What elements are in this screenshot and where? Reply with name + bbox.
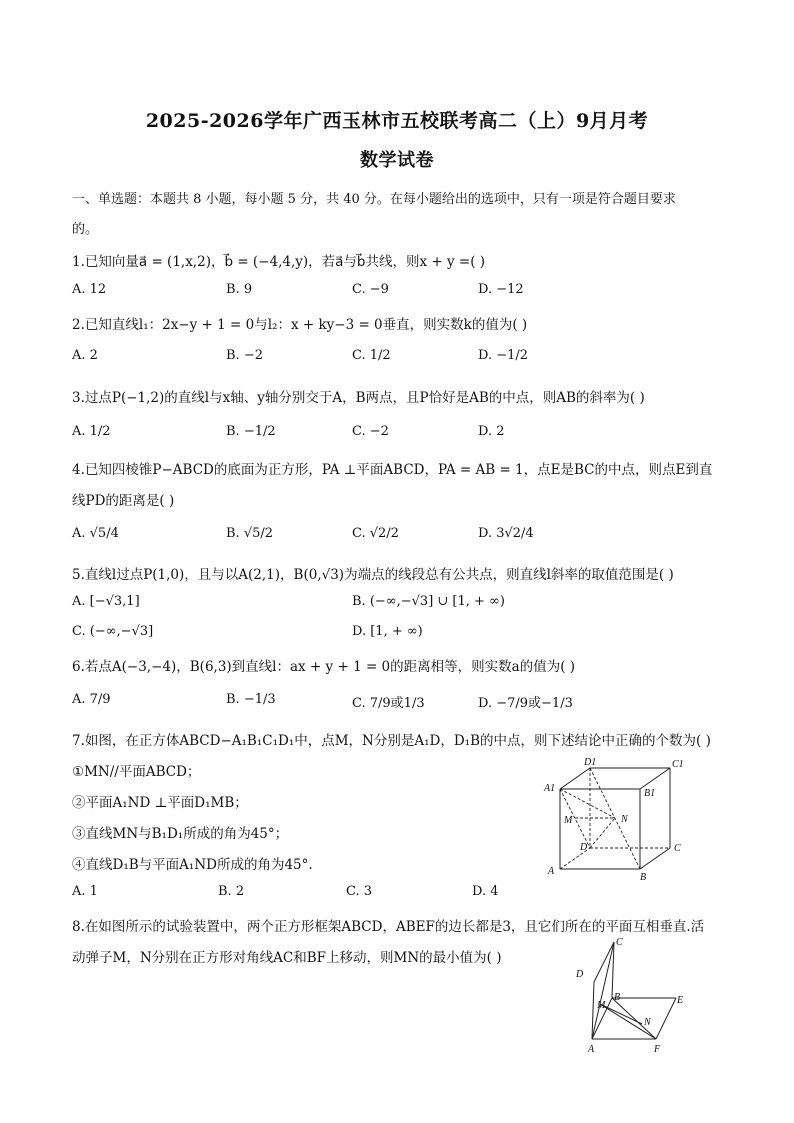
square-frames-figure: [566, 934, 696, 1058]
label-c: C: [674, 843, 681, 854]
q1-option-d[interactable]: D. −12: [478, 282, 524, 297]
question-5-stem: 5.直线l过点P(1,0)，且与以A(2,1)，B(0,√3)为端点的线段总有公共点，则直线l斜率的取值范围是( ): [72, 567, 674, 583]
q4-option-b[interactable]: B. √5/2: [226, 526, 274, 541]
q3-option-a[interactable]: A. 1/2: [72, 424, 111, 439]
q3-option-c[interactable]: C. −2: [352, 424, 389, 439]
exam-title: 2025-2026学年广西玉林市五校联考高二（上）9月月考: [145, 110, 649, 132]
label-n: N: [621, 814, 628, 825]
edge-cd: [594, 942, 614, 982]
label-m: M: [597, 1000, 606, 1011]
question-3-stem: 3.过点P(−1,2)的直线l与x轴、y轴分别交于A，B两点，且P恰好是AB的中点，则AB的斜率为( ): [72, 390, 645, 406]
edge-a1d1: [560, 768, 590, 789]
segment-a1n: [560, 789, 615, 818]
label-e: E: [677, 995, 684, 1006]
label-n: N: [644, 1017, 651, 1028]
label-a1: A1: [544, 783, 556, 794]
q4-option-a[interactable]: A. √5/4: [72, 526, 119, 541]
q2-option-a[interactable]: A. 2: [72, 348, 98, 363]
label-b: B: [614, 992, 621, 1003]
q6-option-a[interactable]: A. 7/9: [72, 692, 111, 707]
label-m: M: [564, 815, 573, 826]
label-a: A: [588, 1044, 595, 1055]
edge-bc: [640, 848, 670, 869]
label-a: A: [548, 866, 555, 877]
section-heading: 一、单选题：本题共 8 小题，每小题 5 分，共 40 分。在每小题给出的选项中，只有一项是符合题目要求: [72, 192, 676, 207]
q7-option-d[interactable]: D. 4: [472, 884, 499, 899]
edge-b1c1: [640, 768, 670, 789]
question-4-stem-cont: 线PD的距离是( ): [72, 493, 175, 509]
q4-option-c[interactable]: C. √2/2: [352, 526, 399, 541]
q5-option-a[interactable]: A. [−√3,1]: [72, 594, 140, 609]
question-8-stem: 8.在如图所示的试验装置中，两个正方形框架ABCD，ABEF的边长都是3，且它们所在的平面互相垂直.活: [72, 919, 705, 935]
label-d: D: [576, 969, 584, 980]
label-b1: B1: [644, 788, 656, 799]
q5-option-c[interactable]: C. (−∞,−√3]: [72, 624, 154, 639]
q7-statement-2: ②平面A₁ND ⊥平面D₁MB；: [72, 795, 248, 811]
question-2-stem: 2.已知直线l₁：2x−y + 1 = 0与l₂：x + ky−3 = 0垂直，则实数k的值为( ): [72, 317, 528, 333]
diagonal-ac: [592, 942, 614, 1039]
cube-figure: [538, 756, 688, 882]
question-4-stem: 4.已知四棱锥P−ABCD的底面为正方形，PA ⊥平面ABCD，PA = AB = 1，点E是BC的中点，则点E到直: [72, 462, 713, 478]
q1-option-a[interactable]: A. 12: [72, 282, 107, 297]
q2-option-b[interactable]: B. −2: [226, 348, 263, 363]
q2-option-c[interactable]: C. 1/2: [352, 348, 391, 363]
q6-option-c[interactable]: C. 7/9或1/3: [352, 696, 425, 711]
q7-option-a[interactable]: A. 1: [72, 884, 98, 899]
label-f: F: [654, 1044, 661, 1055]
segment-dn: [590, 818, 615, 848]
q7-option-c[interactable]: C. 3: [346, 884, 373, 899]
label-d: D: [580, 842, 588, 853]
q7-statement-1: ①MN//平面ABCD；: [72, 764, 201, 780]
label-b: B: [640, 872, 647, 882]
q1-option-c[interactable]: C. −9: [352, 282, 389, 297]
q7-option-b[interactable]: B. 2: [218, 884, 245, 899]
label-d1: D1: [584, 757, 597, 768]
q6-option-b[interactable]: B. −1/3: [226, 692, 276, 707]
question-6-stem: 6.若点A(−3,−4)，B(6,3)到直线l：ax + y + 1 = 0的距离相等，则实数a的值为( ): [72, 659, 576, 675]
q2-option-d[interactable]: D. −1/2: [478, 348, 529, 363]
q4-option-d[interactable]: D. 3√2/4: [478, 526, 534, 541]
question-1-stem: 1.已知向量a⃗ = (1,x,2)，b⃗ = (−4,4,y)，若a⃗与b⃗共线，则x + y =( ): [72, 254, 486, 270]
question-7-stem: 7.如图，在正方体ABCD−A₁B₁C₁D₁中，点M，N分别是A₁D，D₁B的中点，则下述结论中正确的个数为( ): [72, 733, 711, 749]
q7-statement-4: ④直线D₁B与平面A₁ND所成的角为45°.: [72, 857, 313, 873]
q3-option-b[interactable]: B. −1/2: [226, 424, 276, 439]
q1-option-b[interactable]: B. 9: [226, 282, 253, 297]
section-heading-cont: 的。: [72, 222, 99, 237]
q5-option-d[interactable]: D. [1, + ∞): [352, 624, 423, 639]
q6-option-d[interactable]: D. −7/9或−1/3: [478, 696, 573, 711]
question-8-stem-cont: 动弹子M，N分别在正方形对角线AC和BF上移动，则MN的最小值为( ): [72, 950, 502, 966]
q3-option-d[interactable]: D. 2: [478, 424, 505, 439]
exam-subtitle: 数学试卷: [360, 150, 434, 171]
label-c: C: [616, 937, 623, 948]
q7-statement-3: ③直线MN与B₁D₁所成的角为45°；: [72, 826, 289, 842]
q5-option-b[interactable]: B. (−∞,−√3] ∪ [1, + ∞): [352, 594, 505, 609]
edge-ef: [656, 998, 676, 1039]
label-c1: C1: [672, 759, 684, 770]
segment-d1b: [590, 768, 640, 869]
